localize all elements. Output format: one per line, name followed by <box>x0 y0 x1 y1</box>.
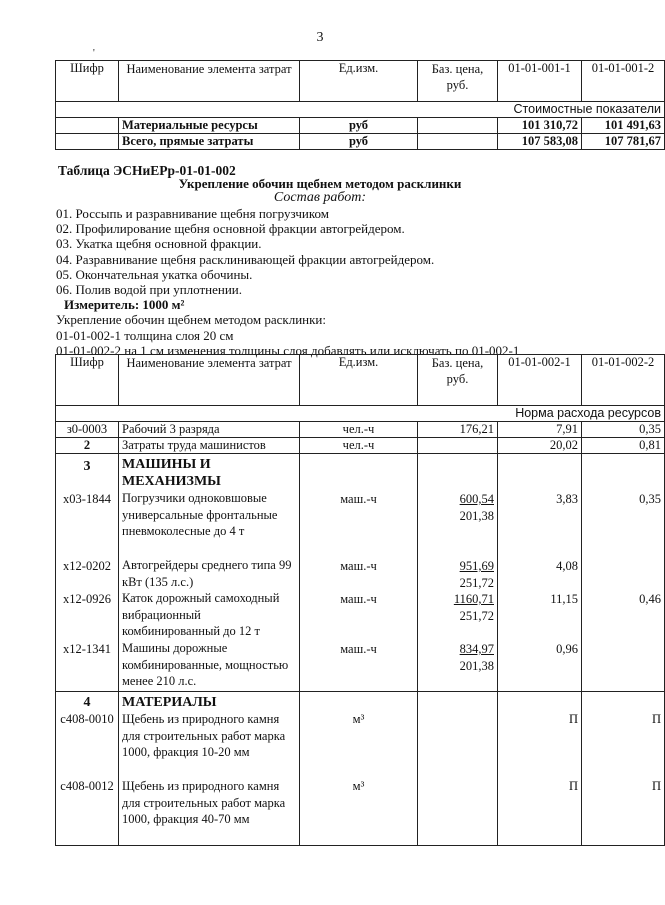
materials-block <box>56 692 665 846</box>
row-unit: руб <box>300 118 418 134</box>
col-header-norm-1: 01-01-001-1 <box>498 61 582 102</box>
row-name: Всего, прямые затраты <box>119 134 300 150</box>
machines-names <box>119 454 300 692</box>
machine-name: Погрузчики одноковшовые универсальные фронтальные пневмоколесные до 4 т <box>122 491 278 539</box>
table-row <box>56 118 665 134</box>
material-value-1: П <box>568 779 578 793</box>
row-value-1: 20,02 <box>498 438 582 454</box>
col-header-code: Шифр <box>56 61 119 102</box>
work-operations <box>56 206 519 358</box>
machine-name: Автогрейдеры среднего типа 99 кВт (135 л.с.) <box>122 558 292 589</box>
row-value-1: 107 583,08 <box>498 134 582 150</box>
section-number: 3 <box>83 459 91 474</box>
machine-value-2 <box>585 558 661 591</box>
col-header-unit: Ед.изм. <box>300 355 418 406</box>
machine-unit: маш.-ч <box>340 559 377 573</box>
material-name: Щебень из природного камня для строительных работ марка 1000, фракция 10-20 мм <box>122 712 286 760</box>
table-note-row <box>56 102 665 118</box>
material-value-1: П <box>568 712 578 726</box>
material-unit: м³ <box>352 779 365 793</box>
machine-value-1: 3,83 <box>556 492 578 506</box>
machine-price-salary: 251,72 <box>459 609 494 623</box>
row-value-2: 0,81 <box>582 438 665 454</box>
materials-norm-1 <box>498 692 582 846</box>
unit-of-measure: Измеритель: 1000 м² <box>64 297 185 313</box>
col-header-norm-2: 01-01-001-2 <box>582 61 665 102</box>
material-value-2: П <box>651 779 661 793</box>
machine-value-2: 0,46 <box>639 592 661 606</box>
machine-code: х12-1341 <box>63 642 111 656</box>
resource-norm-table <box>55 354 665 846</box>
description-line: Укрепление обочин щебнем методом расклинки: <box>56 312 326 328</box>
machine-price-block <box>421 491 494 558</box>
material-unit: м³ <box>352 712 365 726</box>
row-value-1: 7,91 <box>498 422 582 438</box>
table-header-row <box>56 61 665 102</box>
machine-price: 600,54 <box>459 492 494 506</box>
col-header-name: Наименование элемента затрат <box>119 355 300 406</box>
machine-name: Каток дорожный самоходный вибрационный комбинированный до 12 т <box>122 591 280 639</box>
machine-code: х12-0202 <box>63 559 111 573</box>
material-value-2: П <box>651 712 661 726</box>
table-row <box>56 134 665 150</box>
machine-value-2: 0,35 <box>639 492 661 506</box>
material-code: с408-0012 <box>60 779 114 793</box>
machine-value-1: 4,08 <box>556 559 578 573</box>
table-code: Таблица ЭСНиЕРр-01-01-002 <box>58 163 236 178</box>
resource-norm-note: Норма расхода ресурсов <box>56 406 665 422</box>
row-value-1: 101 310,72 <box>498 118 582 134</box>
row-unit: чел.-ч <box>300 438 418 454</box>
section-title: Укрепление обочин щебнем методом расклинки <box>178 176 462 191</box>
machine-name: Машины дорожные комбинированные, мощностью менее 210 л.с. <box>122 641 289 689</box>
col-header-unit: Ед.изм. <box>300 61 418 102</box>
materials-codes <box>56 692 119 846</box>
machine-unit: маш.-ч <box>340 592 377 606</box>
machines-norm-2 <box>582 454 665 692</box>
scan-mark: ' <box>93 48 95 59</box>
machine-price: 834,97 <box>459 642 494 656</box>
section-title: МАШИНЫ И МЕХАНИЗМЫ <box>122 457 221 489</box>
operation-item: 06. Полив водой при уплотнении. <box>56 282 243 298</box>
machine-price: 951,69 <box>459 559 494 573</box>
operation-item: 05. Окончательная укатка обочины. <box>56 266 253 282</box>
row-name: Затраты труда машинистов <box>119 438 300 454</box>
section-title: МАТЕРИАЛЫ <box>122 695 217 710</box>
machine-value-1: 0,96 <box>556 642 578 656</box>
col-header-norm-2: 01-01-002-2 <box>582 355 665 406</box>
machine-price-block <box>421 641 494 691</box>
row-name: Материальные ресурсы <box>119 118 300 134</box>
operation-item: 03. Укатка щебня основной фракции. <box>56 236 262 252</box>
row-code: з0-0003 <box>56 422 119 438</box>
operation-item: 01. Россыпь и разравнивание щебня погрузчиком <box>56 206 329 221</box>
col-header-price: Баз. цена, руб. <box>418 61 498 102</box>
section-subtitle: Состав работ: <box>273 190 367 205</box>
description-line: 01-01-002-1 толщина слоя 20 см <box>56 327 234 343</box>
material-name: Щебень из природного камня для строительных работ марка 1000, фракция 40-70 мм <box>122 779 286 827</box>
machines-block <box>56 454 665 692</box>
cost-indicators-note: Стоимостные показатели <box>56 102 665 118</box>
row-value-2: 107 781,67 <box>582 134 665 150</box>
machines-norm-1 <box>498 454 582 692</box>
machine-unit: маш.-ч <box>340 492 377 506</box>
machine-price-block <box>421 591 494 641</box>
section-number: 4 <box>83 695 91 710</box>
machine-price: 1160,71 <box>453 592 494 606</box>
col-header-norm-1: 01-01-002-1 <box>498 355 582 406</box>
machine-code: х03-1844 <box>63 492 111 506</box>
materials-names <box>119 692 300 846</box>
machine-price-block <box>421 558 494 591</box>
page-number: 3 <box>316 30 324 45</box>
machine-price-salary: 251,72 <box>459 576 494 590</box>
material-code: с408-0010 <box>60 712 114 726</box>
table-note-row <box>56 406 665 422</box>
materials-norm-2 <box>582 692 665 846</box>
machines-prices <box>418 454 498 692</box>
col-header-code: Шифр <box>56 355 119 406</box>
row-unit: руб <box>300 134 418 150</box>
cost-summary-table <box>55 60 665 150</box>
machines-codes <box>56 454 119 692</box>
machine-code: х12-0926 <box>63 592 111 606</box>
row-code: 2 <box>56 438 119 454</box>
machine-unit: маш.-ч <box>340 642 377 656</box>
row-value-2: 101 491,63 <box>582 118 665 134</box>
row-name: Рабочий 3 разряда <box>119 422 300 438</box>
table-header-row <box>56 355 665 406</box>
machine-price-salary: 201,38 <box>459 509 494 523</box>
row-value-2: 0,35 <box>582 422 665 438</box>
col-header-price: Баз. цена, руб. <box>418 355 498 406</box>
machines-units <box>300 454 418 692</box>
materials-units <box>300 692 418 846</box>
row-price: 176,21 <box>418 422 498 438</box>
row-unit: чел.-ч <box>300 422 418 438</box>
machine-value-2 <box>585 641 661 691</box>
table-row <box>56 422 665 438</box>
machine-value-1: 11,15 <box>550 592 578 606</box>
col-header-name: Наименование элемента затрат <box>119 61 300 102</box>
description-line: 01-01-002-2 на 1 см изменения толщины слоя добавлять или исключать по 01-002-1 <box>56 342 520 358</box>
machine-price-salary: 201,38 <box>459 659 494 673</box>
table-row <box>56 438 665 454</box>
operation-item: 04. Разравнивание щебня расклинивающей фракции автогрейдером. <box>56 251 435 267</box>
operation-item: 02. Профилирование щебня основной фракции автогрейдером. <box>56 221 405 237</box>
